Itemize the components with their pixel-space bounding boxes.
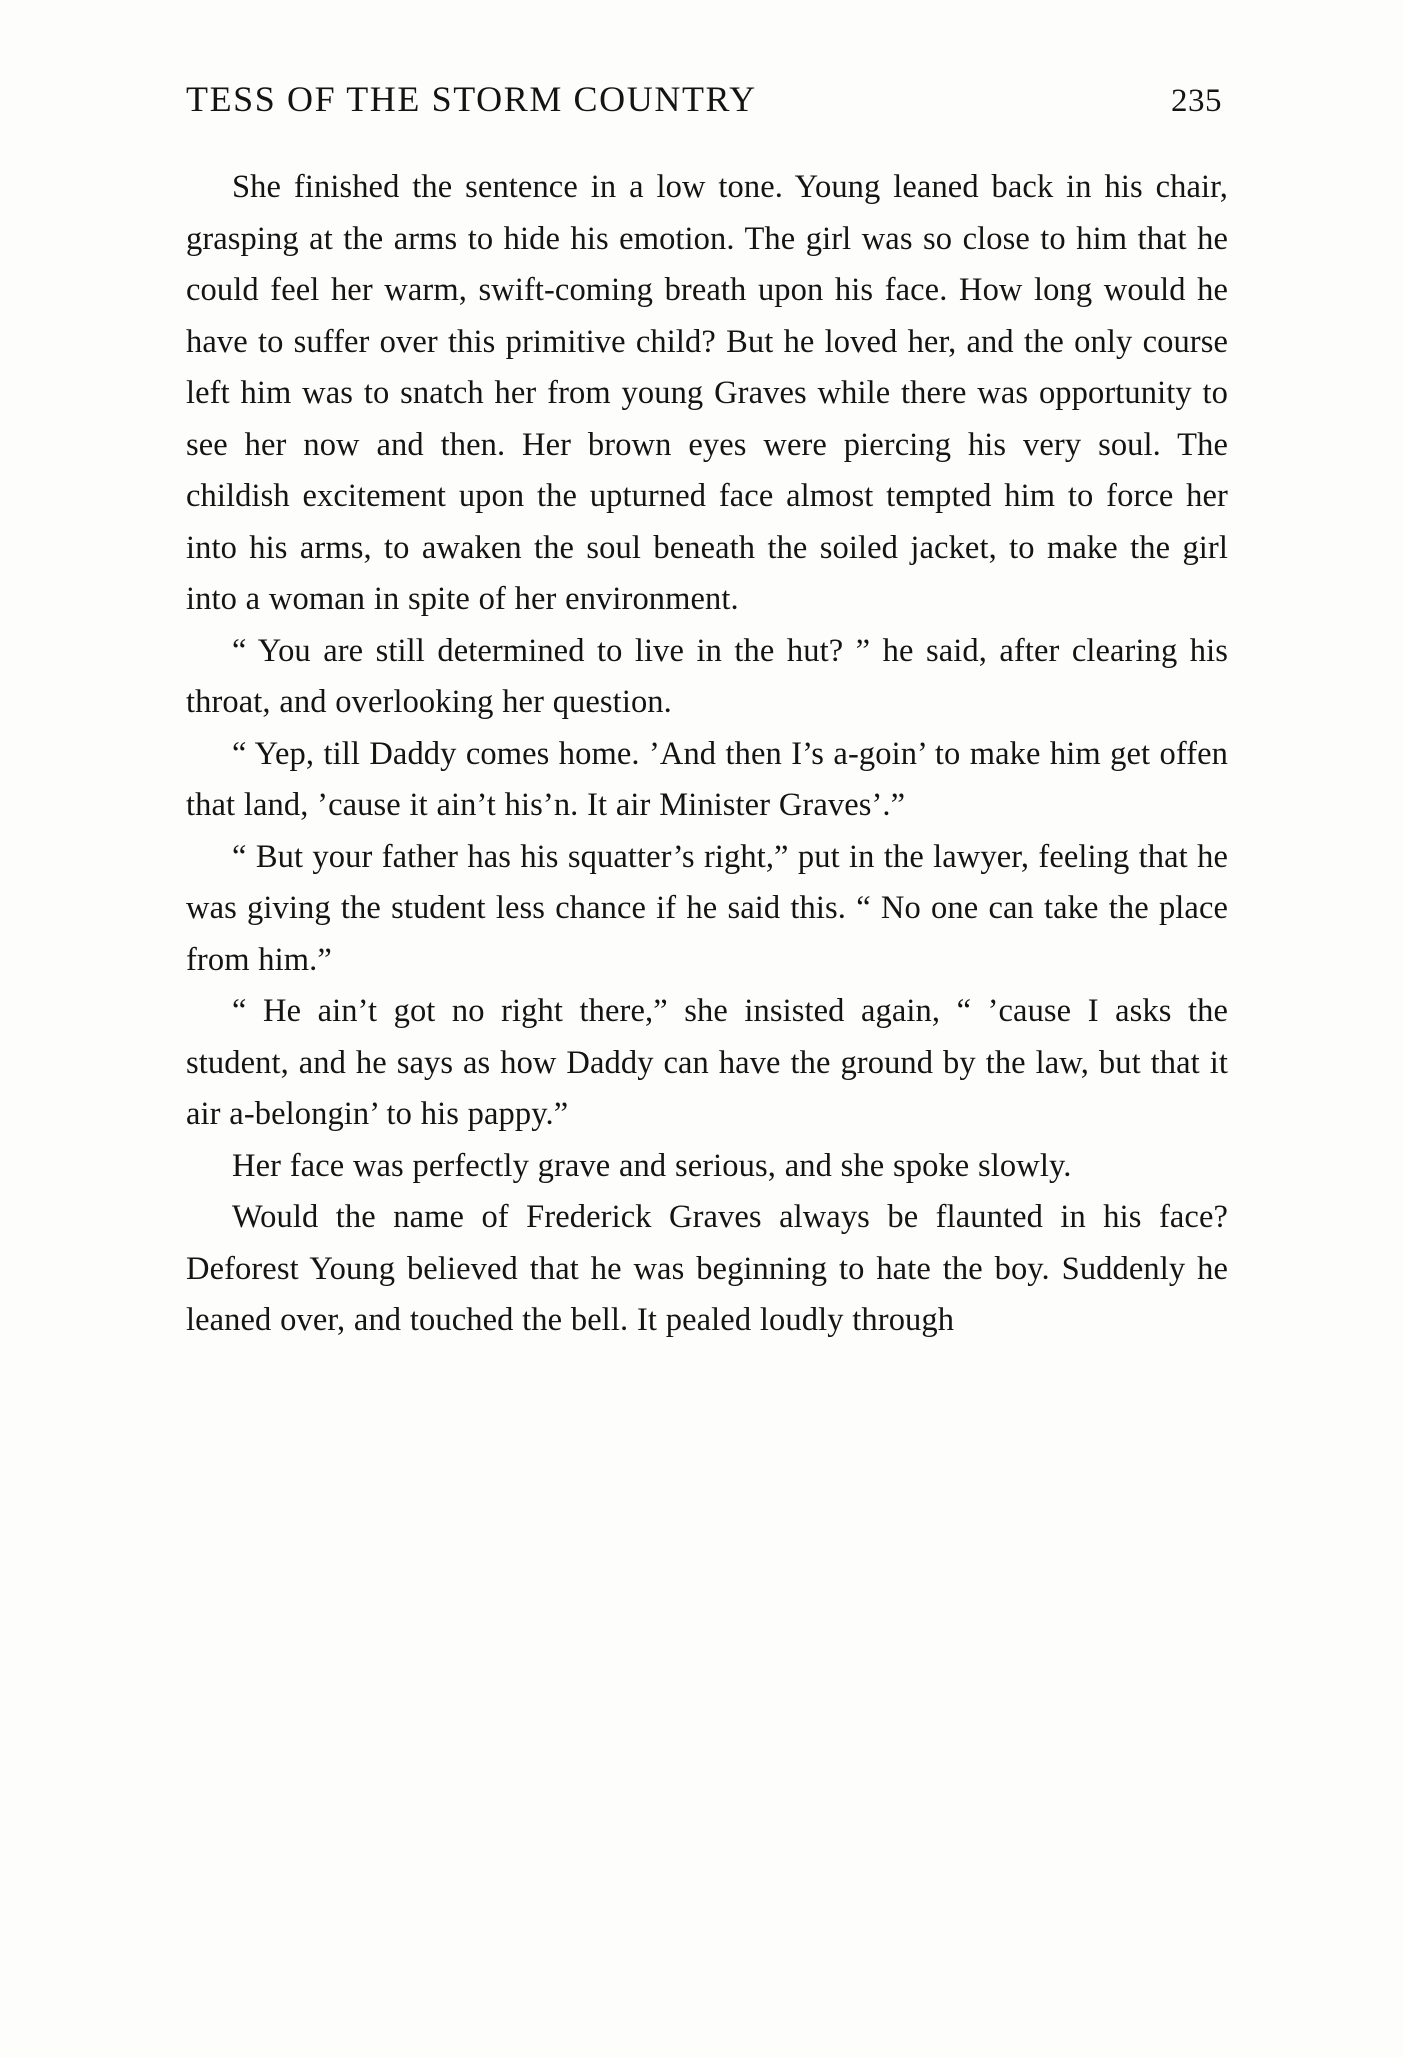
paragraph: Her face was perfectly grave and serious, and she spoke slowly. xyxy=(232,1147,1072,1184)
paragraph: Would the name of Frederick Graves always be flaunted in his face? Deforest Young believed that he was beginning to hate the boy. Suddenly he leaned over, and touched the bell. It pealed loudly through xyxy=(186,1199,1228,1338)
paragraph: She finished the sentence in a low tone. Young leaned back in his chair, grasping at the arms to hide his emotion. The girl was so close to him that he could feel her warm, swift-coming breath upon his face. How long would he have to suffer over this primitive child? But he loved her, and the only course left him was to snatch her from young Graves while there was opportunity to see her now and then. Her brown eyes were piercing his very soul. The childish excitement upon the upturned face almost tempted him to force her into his arms, to awaken the soul beneath the soiled jacket, to make the girl into a woman in spite of her environment. xyxy=(186,169,1228,617)
paragraph: “ But your father has his squatter’s right,” put in the lawyer, feeling that he was giving the student less chance if he said this. “ No one can take the place from him.” xyxy=(186,838,1228,978)
page-number: 235 xyxy=(1171,83,1222,119)
page-content xyxy=(186,78,1228,1347)
page-title: TESS OF THE STORM COUNTRY xyxy=(186,79,757,119)
running-head xyxy=(186,78,1228,120)
paragraph: “ He ain’t got no right there,” she insisted again, “ ’cause I asks the student, and he says as how Daddy can have the ground by the law, but that it air a-belongin’ to his pappy.” xyxy=(186,993,1228,1132)
body-text xyxy=(186,162,1228,1347)
paragraph: “ Yep, till Daddy comes home. ’And then I’s a-goin’ to make him get offen that land, ’cause it ain’t his’n. It air Minister Graves’.” xyxy=(186,735,1228,823)
paragraph: “ You are still determined to live in the hut? ” he said, after clearing his throat, and overlooking her question. xyxy=(186,632,1228,720)
